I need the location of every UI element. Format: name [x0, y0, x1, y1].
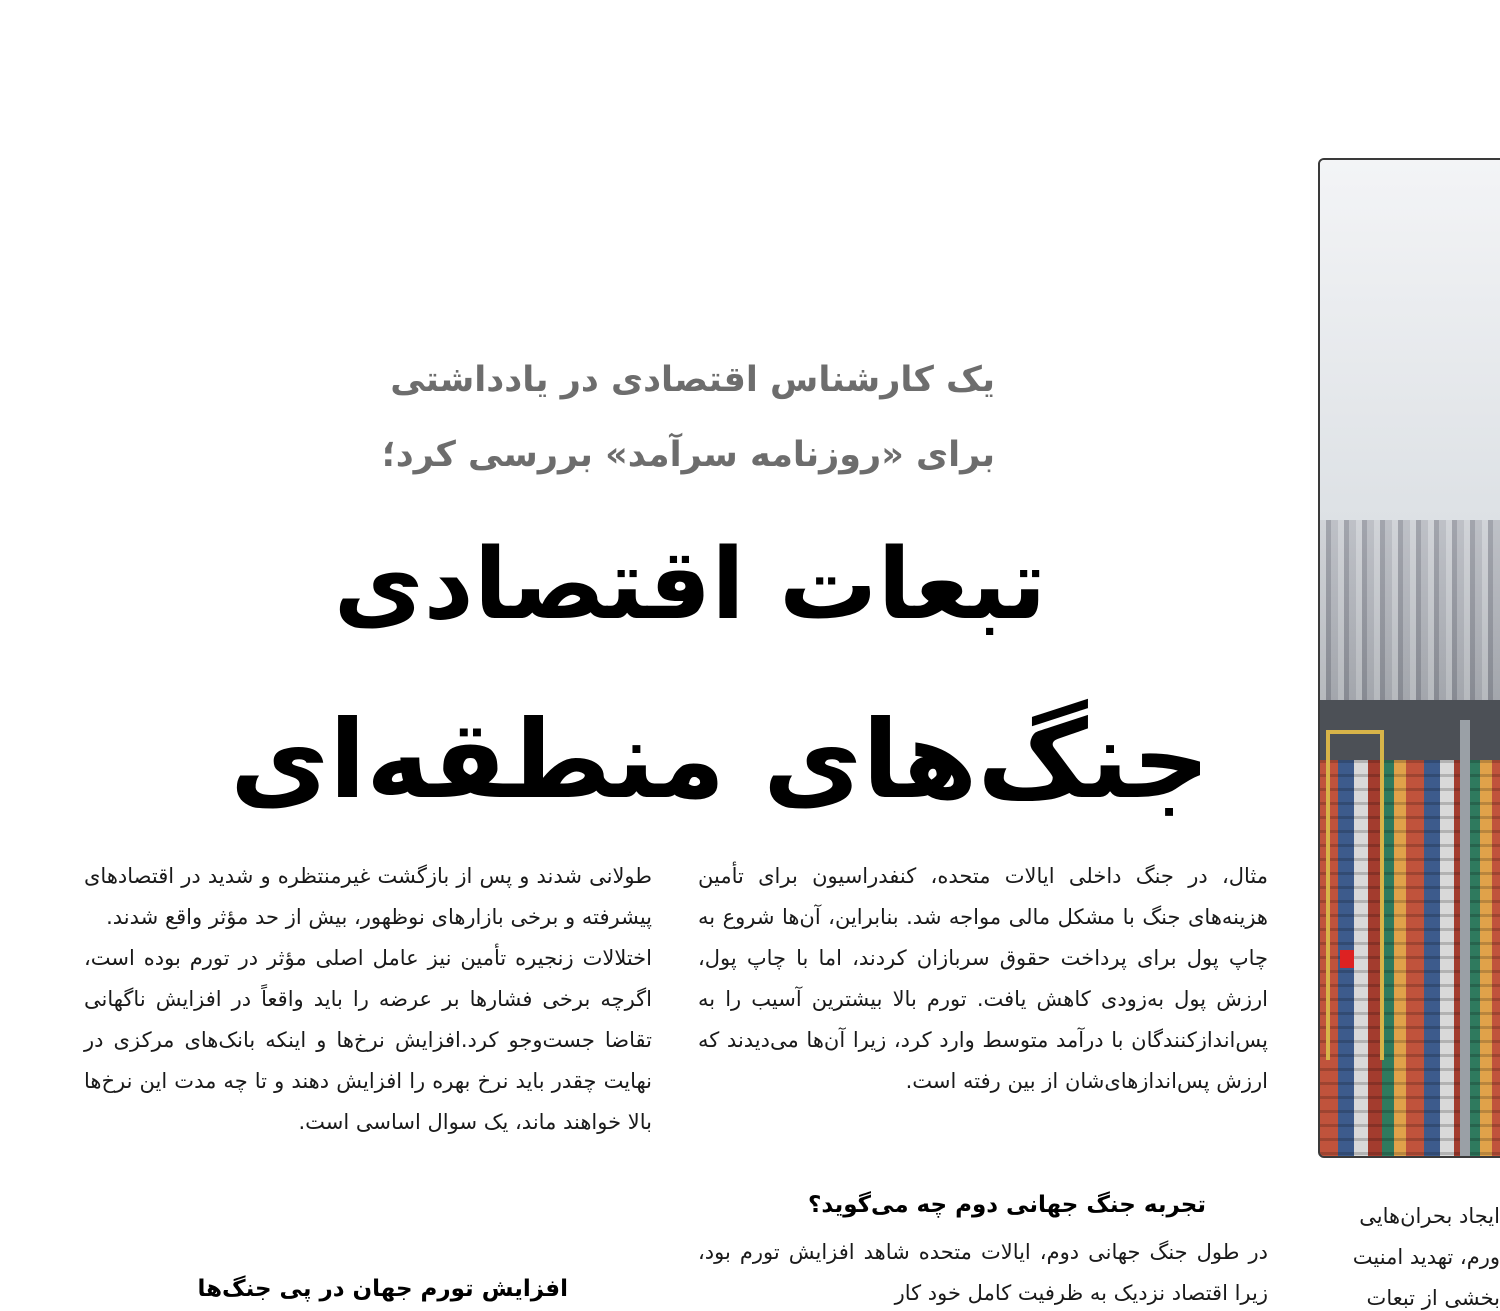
photo-city [1320, 520, 1500, 700]
port-container-photo [1318, 158, 1500, 1158]
headline-line-2: جنگ‌های منطقه‌ای [230, 698, 1210, 823]
article-column-middle [698, 856, 1268, 1102]
body-paragraph: مثال، در جنگ داخلی ایالات متحده، کنفدراسیون برای تأمین هزینه‌های جنگ با مشکل مالی مواجه شد. بنابراین، آن‌ها شروع به چاپ پول برای پرداخت حقوق سربازان کردند، اما با چاپ پول، ارزش پول به‌زودی کاهش یافت. تورم بالا بیشترین آسیب را به پس‌اندازکنندگان با درآمد متوسط وارد کرد، زیرا آن‌ها می‌دیدند که ارزش پس‌اندازهای‌شان از بین رفته است. [698, 864, 1268, 1093]
photo-crane [1326, 730, 1384, 1060]
body-paragraph: در طول جنگ جهانی دوم، ایالات متحده شاهد افزایش تورم بود، زیرا اقتصاد نزدیک به ظرفیت کامل خود کار [698, 1240, 1268, 1305]
body-paragraph: طولانی شدند و پس از بازگشت غیرمنتظره و شدید در اقتصادهای پیشرفته و برخی بازارهای نوظهور، بیش از حد مؤثر واقع شدند. [84, 864, 652, 929]
headline-line-1: تبعات اقتصادی [333, 528, 1047, 642]
article-column-right-fragment [1318, 1196, 1500, 1311]
photo-sky [1320, 160, 1500, 520]
surtitle-line-1: یک کارشناس اقتصادی در یادداشتی [390, 360, 995, 400]
article-column-middle-continued [698, 1232, 1268, 1311]
body-paragraph: ایجاد بحران‌هایی ورم، تهدید امنیت بخشی از تبعات [1352, 1204, 1500, 1310]
article-column-left [84, 856, 652, 1143]
section-subhead: تجربه جنگ جهانی دوم چه می‌گوید؟ [807, 1192, 1206, 1218]
surtitle-line-2: برای «روزنامه سرآمد» بررسی کرد؛ [381, 435, 995, 475]
section-subhead: افزایش تورم جهان در پی جنگ‌ها [197, 1276, 568, 1302]
body-paragraph: اختلالات زنجیره تأمین نیز عامل اصلی مؤثر در تورم بوده است، اگرچه برخی فشارها بر عرضه را باید واقعاً در افزایش ناگهانی تقاضا جست‌وجو کرد.افزایش نرخ‌ها و اینکه بانک‌های مرکزی در نهایت چقدر باید نرخ بهره را افزایش دهند و تا چه مدت این نرخ‌ها بالا خواهند ماند، یک سوال اساسی است. [84, 946, 652, 1134]
photo-flag [1340, 950, 1354, 968]
photo-light-pole [1460, 720, 1470, 1158]
